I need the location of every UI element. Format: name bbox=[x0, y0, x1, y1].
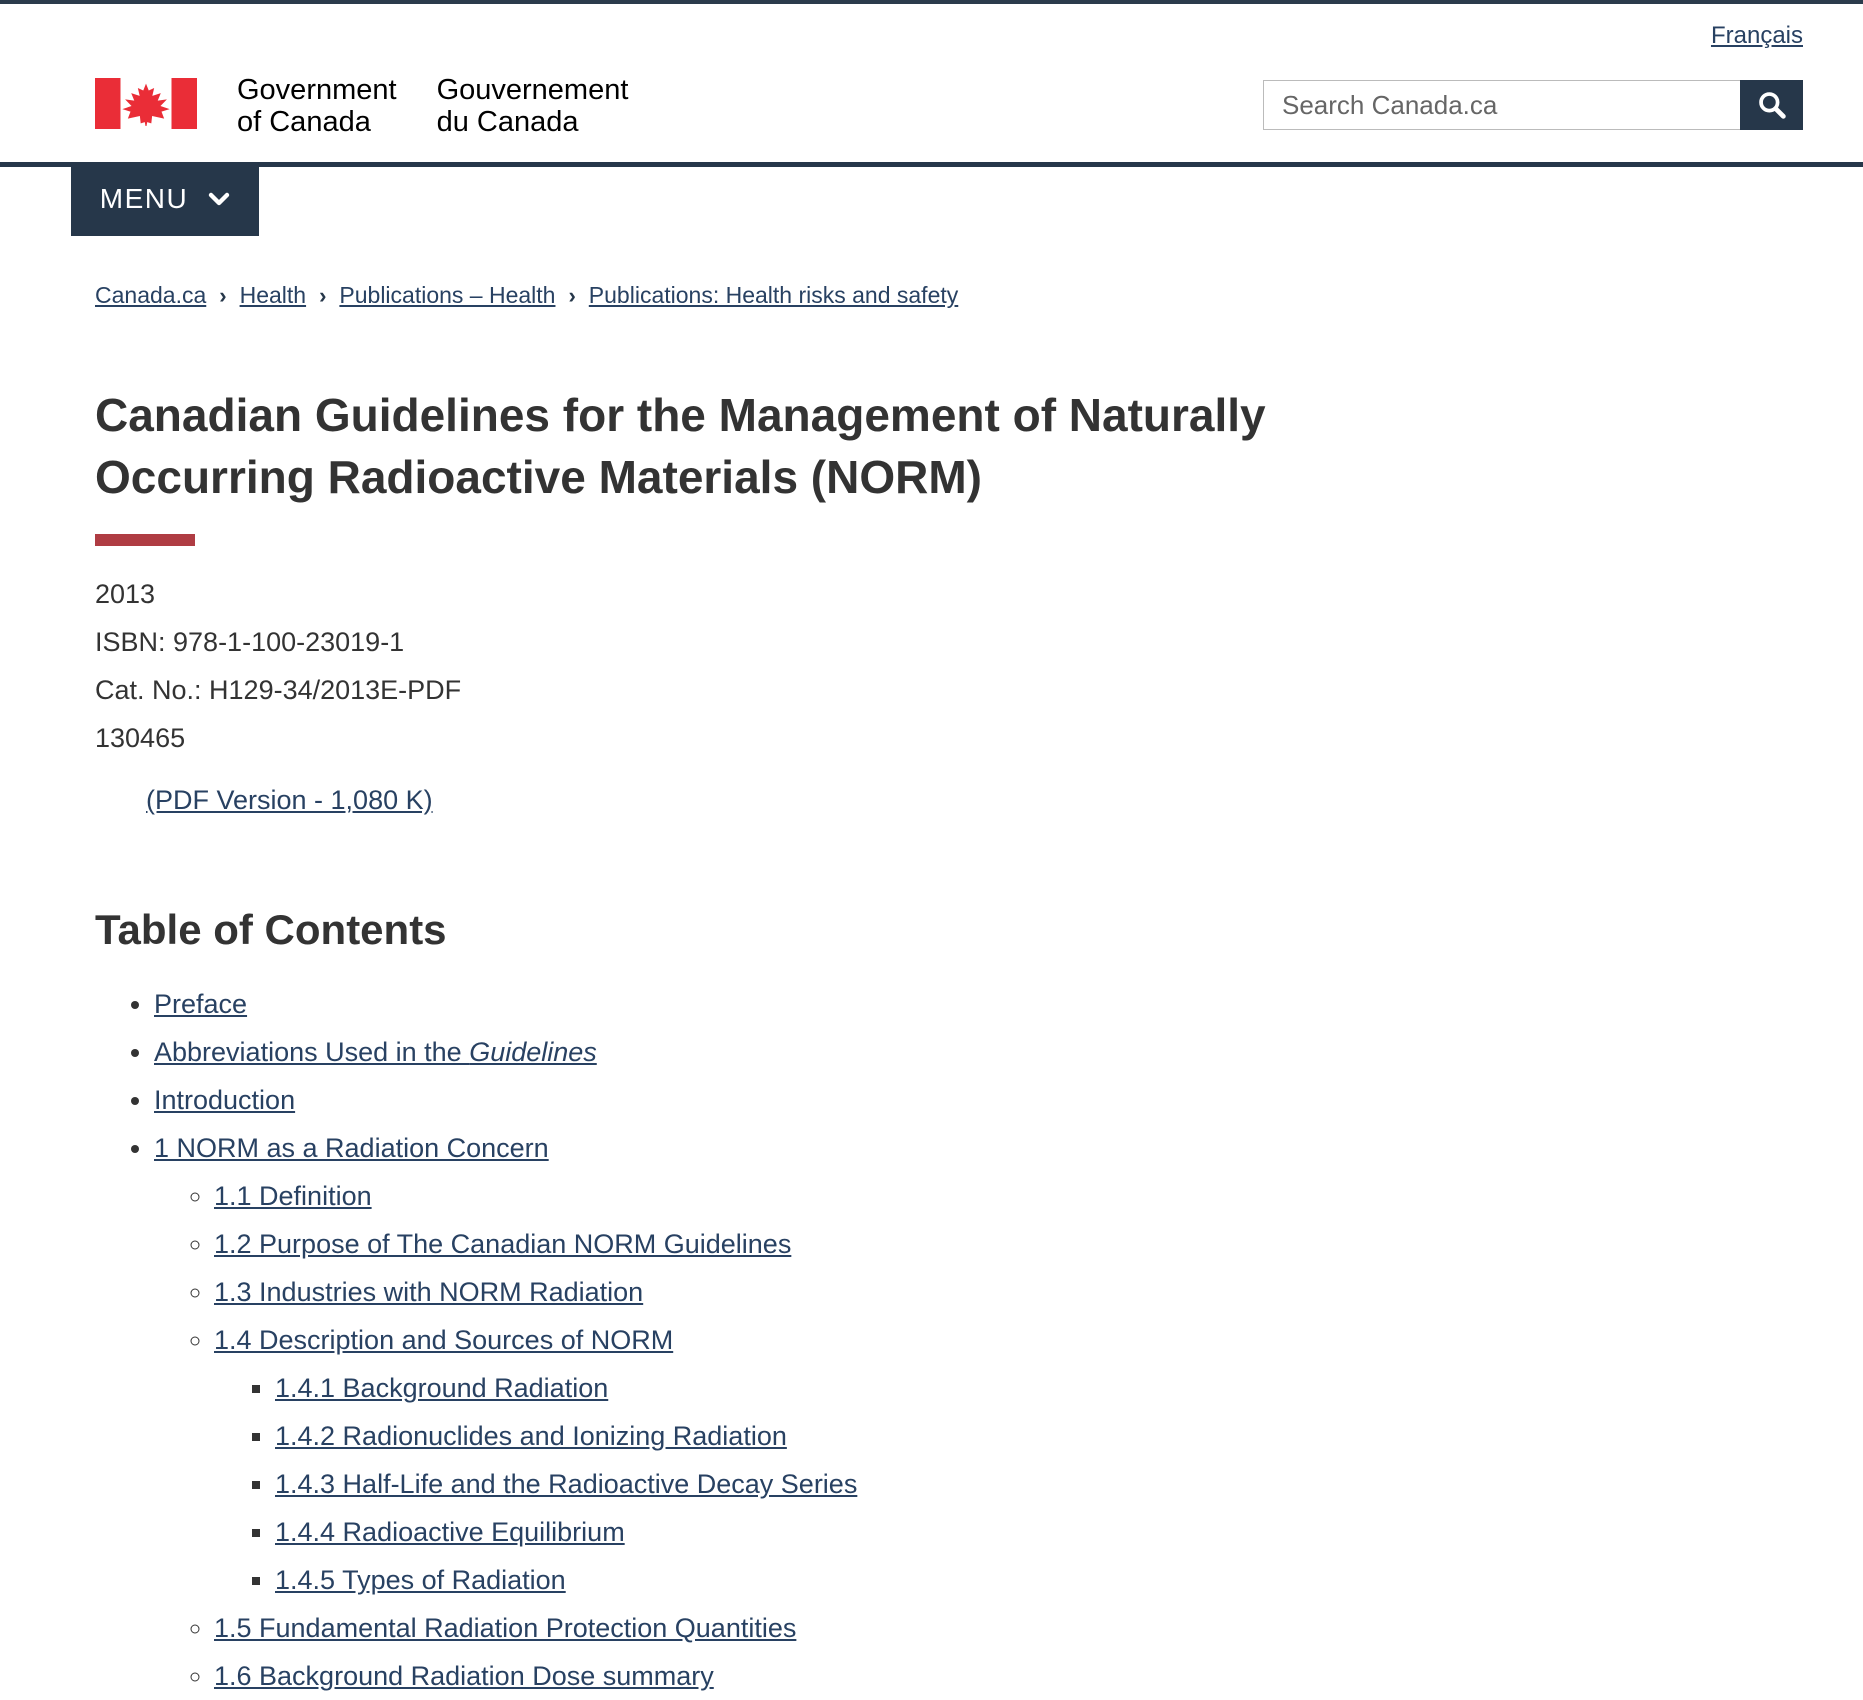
toc-item bbox=[154, 1028, 1863, 1076]
toc-link-1-4-3-half-life[interactable]: 1.4.3 Half-Life and the Radioactive Decay Series bbox=[275, 1469, 858, 1500]
toc-item bbox=[154, 980, 1863, 1028]
breadcrumb-separator: › bbox=[568, 283, 576, 308]
publication-number-line: 130465 bbox=[95, 723, 186, 754]
catalogue-number-line: Cat. No.: H129-34/2013E-PDF bbox=[95, 675, 462, 706]
toc-item bbox=[154, 1076, 1863, 1124]
search-button[interactable] bbox=[1740, 80, 1803, 130]
breadcrumb-link-publications-health-risks[interactable]: Publications: Health risks and safety bbox=[588, 282, 959, 308]
toc-list-level-1 bbox=[95, 980, 1863, 1700]
publication-year: 2013 bbox=[95, 579, 156, 610]
breadcrumb-separator: › bbox=[219, 283, 227, 308]
search-icon bbox=[1756, 89, 1788, 121]
isbn-line: ISBN: 978-1-100-23019-1 bbox=[95, 627, 405, 658]
chevron-down-icon bbox=[208, 192, 230, 206]
toc-item bbox=[275, 1364, 1863, 1412]
toc-link-preface[interactable]: Preface bbox=[154, 989, 248, 1020]
toc-link-1-4-4-radioactive-equilibrium[interactable]: 1.4.4 Radioactive Equilibrium bbox=[275, 1517, 625, 1548]
toc-link-1-4-2-radionuclides[interactable]: 1.4.2 Radionuclides and Ionizing Radiation bbox=[275, 1421, 787, 1452]
toc-link-1-4-description-sources[interactable]: 1.4 Description and Sources of NORM bbox=[214, 1325, 674, 1356]
document-metadata bbox=[95, 570, 1863, 762]
page-title: Canadian Guidelines for the Management of Naturally Occurring Radioactive Materials (NORM) bbox=[95, 389, 1266, 504]
government-of-canada-signature[interactable] bbox=[95, 74, 628, 139]
search-bar bbox=[1263, 80, 1803, 130]
toc-item bbox=[214, 1604, 1863, 1652]
title-accent-bar bbox=[95, 534, 195, 546]
breadcrumb-link-publications-health[interactable]: Publications – Health bbox=[339, 282, 556, 308]
pdf-version-line bbox=[146, 782, 1863, 818]
toc-item bbox=[214, 1172, 1863, 1220]
toc-list-level-2 bbox=[154, 1172, 1863, 1700]
breadcrumb bbox=[95, 281, 1863, 310]
toc-link-introduction[interactable]: Introduction bbox=[154, 1085, 296, 1116]
signature-english: Government of Canada bbox=[237, 74, 397, 139]
toc-item bbox=[275, 1460, 1863, 1508]
toc-item bbox=[275, 1412, 1863, 1460]
language-toggle-link[interactable]: Français bbox=[1710, 22, 1803, 49]
menu-band bbox=[0, 162, 1863, 214]
toc-item bbox=[214, 1316, 1863, 1604]
toc-item bbox=[214, 1652, 1863, 1700]
toc-item bbox=[154, 1124, 1863, 1700]
menu-button[interactable] bbox=[71, 162, 259, 236]
toc-link-1-2-purpose[interactable]: 1.2 Purpose of The Canadian NORM Guidelines bbox=[214, 1229, 792, 1260]
canada-flag-icon bbox=[95, 78, 197, 129]
main-content bbox=[0, 384, 1863, 1700]
toc-link-abbreviations[interactable]: Abbreviations Used in the Guidelines bbox=[154, 1037, 597, 1068]
toc-item bbox=[214, 1268, 1863, 1316]
toc-link-1-5-fundamental-quantities[interactable]: 1.5 Fundamental Radiation Protection Quantities bbox=[214, 1613, 797, 1644]
site-header bbox=[0, 4, 1863, 162]
toc-item bbox=[275, 1556, 1863, 1604]
toc-link-1-3-industries[interactable]: 1.3 Industries with NORM Radiation bbox=[214, 1277, 644, 1308]
toc-item bbox=[214, 1220, 1863, 1268]
breadcrumb-separator: › bbox=[319, 283, 327, 308]
toc-link-1-4-5-types-of-radiation[interactable]: 1.4.5 Types of Radiation bbox=[275, 1565, 566, 1596]
breadcrumb-link-health[interactable]: Health bbox=[239, 282, 307, 308]
table-of-contents bbox=[0, 980, 1863, 1700]
toc-link-1-1-definition[interactable]: 1.1 Definition bbox=[214, 1181, 372, 1212]
pdf-version-link[interactable]: (PDF Version - 1,080 K) bbox=[146, 785, 433, 816]
menu-button-label: MENU bbox=[99, 183, 189, 214]
breadcrumb-link-canada-ca[interactable]: Canada.ca bbox=[95, 282, 207, 308]
toc-link-abbreviations-italic: Guidelines bbox=[469, 1037, 597, 1068]
toc-link-1-6-background-dose-summary[interactable]: 1.6 Background Radiation Dose summary bbox=[214, 1661, 714, 1692]
table-of-contents-heading: Table of Contents bbox=[95, 906, 447, 954]
search-input[interactable] bbox=[1263, 80, 1740, 130]
toc-link-1-norm-radiation-concern[interactable]: 1 NORM as a Radiation Concern bbox=[154, 1133, 549, 1164]
toc-item bbox=[275, 1508, 1863, 1556]
signature-french: Gouvernement du Canada bbox=[436, 74, 629, 139]
toc-link-1-4-1-background-radiation[interactable]: 1.4.1 Background Radiation bbox=[275, 1373, 609, 1404]
toc-list-level-3 bbox=[214, 1364, 1863, 1604]
